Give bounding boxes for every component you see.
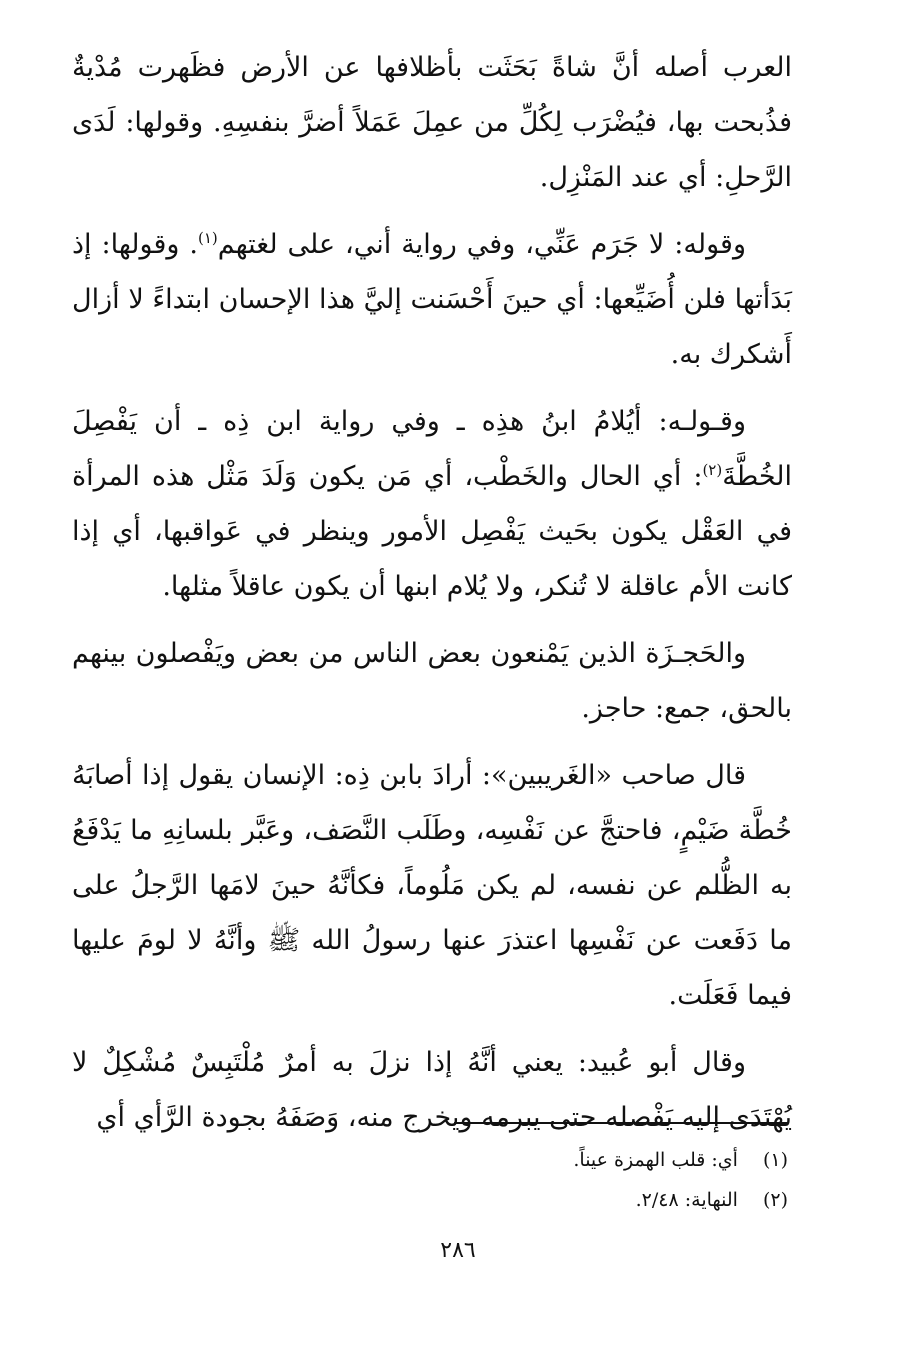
- footnote-ref-1[interactable]: (١): [197, 229, 218, 247]
- paragraph-6-text: وقال أبو عُبيد: يعني أنَّهُ إذا نزلَ به أمرٌ مُلْتَبِسٌ مُشْكِلٌ لا يُهْتَدَى إليه يَفْصله حتى يبرمه ويخرج منه، وَصَفَهُ بجودة الرَّأي أي: [72, 1047, 792, 1133]
- footnote-1: [400, 1140, 788, 1180]
- paragraph-5: [72, 748, 792, 1023]
- paragraph-2: [72, 217, 792, 382]
- page-number: ٢٨٦: [440, 1238, 476, 1263]
- paragraph-3-text-after: : أي الحال والخَطْب، أي مَن يكون وَلَدَ مَثْل هذه المرأة في العَقْل يكون بحَيث يَفْصِل الأمور وينظر في عَواقبها، أي إذا كانت الأم عاقلة لا تُنكر، ولا يُلام ابنها أن يكون عاقلاً مثلها.: [72, 461, 792, 602]
- paragraph-1-text: العرب أصله أنَّ شاةً بَحَثَت بأظلافها عن الأرض فظَهرت مُدْيةٌ فذُبحت بها، فيُضْرَب لِكُلِّ من عمِلَ عَمَلاً أضرَّ بنفسِهِ. وقولها: لَدَى الرَّحلِ: أي عند المَنْزِل.: [72, 52, 792, 193]
- footnotes: [400, 1140, 788, 1220]
- footnote-2: [400, 1180, 788, 1220]
- footnote-ref-2[interactable]: (٢): [702, 461, 723, 479]
- paragraph-6: [72, 1035, 792, 1145]
- main-text: [72, 40, 792, 1157]
- footnote-divider: [454, 1122, 788, 1124]
- paragraph-2-text-after: . وقولها: إذ بَدَأتها فلن أُضَيِّعها: أي حينَ أَحْسَنت إليَّ هذا الإحسان ابتداءً لا أزال أَشكرك به.: [72, 229, 792, 370]
- paragraph-1: [72, 40, 792, 205]
- paragraph-3: [72, 394, 792, 614]
- footnote-2-text: النهاية: ٢/٤٨.: [635, 1189, 738, 1211]
- paragraph-3-text: وقـولـه: أيُلامُ ابنُ هذِه ـ وفي رواية ابن ذِه ـ أن يَفْصِلَ الخُطَّةَ: [72, 406, 792, 492]
- paragraph-4-text: والحَجـزَة الذين يَمْنعون بعض الناس من بعض ويَفْصلون بينهم بالحق، جمع: حاجز.: [72, 638, 792, 724]
- paragraph-5-text: قال صاحب «الغَريبين»: أرادَ بابن ذِه: الإنسان يقول إذا أصابَهُ خُطَّة ضَيْمٍ، فاحتجَّ عن نَفْسِه، وطَلَب النَّصَف، وعَبَّر بلسانِهِ ما يَدْفَعُ به الظُّلم عن نفسه، لم يكن مَلُوماً، فكأنَّهُ حينَ لامَها الرَّجلُ على ما دَفَعت عن نَفْسِها اعتذرَ عنها رسولُ الله ﷺ وأنَّهُ لا لومَ عليها فيما فَعَلَت.: [72, 760, 792, 1011]
- footnote-1-number: (١): [762, 1149, 788, 1171]
- footnote-2-number: (٢): [762, 1189, 788, 1211]
- paragraph-2-text: وقوله: لا جَرَم عَنِّي، وفي رواية أني، على لغتهم: [217, 229, 746, 260]
- footnote-1-text: أي: قلب الهمزة عيناً.: [573, 1149, 738, 1171]
- paragraph-4: [72, 626, 792, 736]
